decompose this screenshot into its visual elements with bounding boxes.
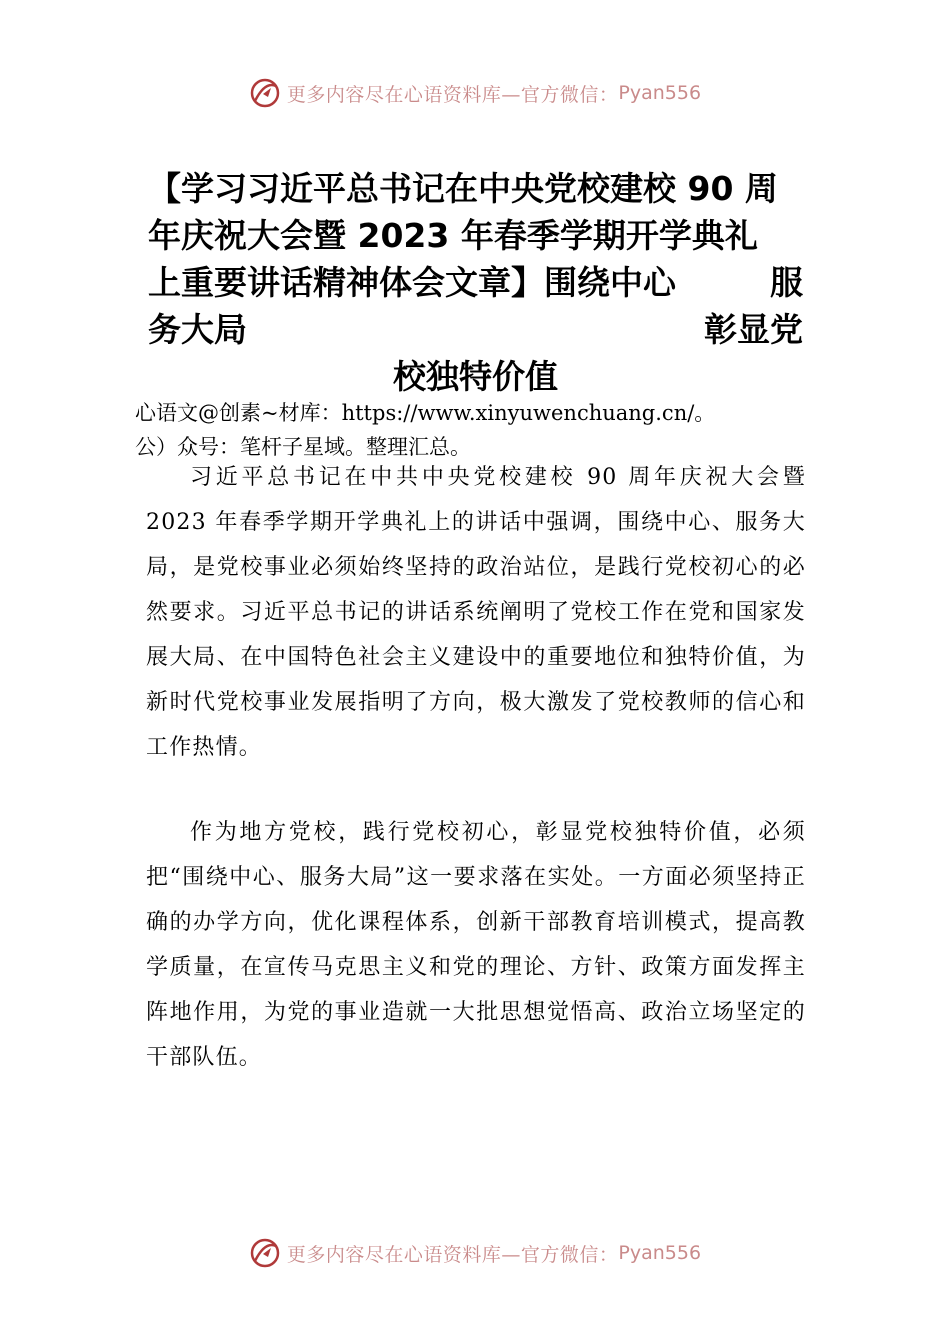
- banner-text: 更多内容尽在心语资料库—官方微信：: [286, 83, 619, 106]
- footer-banner: [0, 1233, 950, 1273]
- title-line-3-left: 上重要讲话精神体会文章】围绕中心: [148, 263, 676, 302]
- source-note: [135, 396, 835, 464]
- title-line-3-right: 服: [770, 263, 803, 302]
- paragraph-2: 作为地方党校，践行党校初心，彰显党校独特价值，必须把“围绕中心、服务大局”这一要求落在实处。一方面必须坚持正确的办学方向，优化课程体系，创新干部教育培训模式，提高教学质量，在宣传马克思主义和党的理论、方针、政策方面发挥主阵地作用，为党的事业造就一大批思想觉悟高、政治立场坚定的干部队伍。: [146, 820, 806, 1070]
- logo-icon: [249, 77, 281, 109]
- logo-icon: [249, 1237, 281, 1269]
- paragraph-1: 习近平总书记在中共中央党校建校 90 周年庆祝大会暨 2023 年春季学期开学典礼上的讲话中强调，围绕中心、服务大局，是党校事业必须始终坚持的政治站位，是践行党校初心的必然要求。习近平总书记的讲话系统阐明了党校工作在党和国家发展大局、在中国特色社会主义建设中的重要地位和独特价值，为新时代党校事业发展指明了方向，极大激发了党校教师的信心和工作热情。: [146, 465, 806, 760]
- title-line-5: 校独特价值: [393, 357, 558, 396]
- banner-wechat: Pyan556: [618, 1242, 702, 1264]
- title-line-4: [148, 306, 803, 353]
- title-line-4-left: 务大局: [148, 310, 247, 349]
- title-line-1: 【学习习近平总书记在中央党校建校 90 周: [148, 169, 778, 208]
- title-line-4-right: 彰显党: [704, 310, 803, 349]
- source-line-2: 公）众号：笔杆子星域。整理汇总。: [135, 435, 471, 459]
- source-line-1: 心语文@创素~材库：https://www.xinyuwenchuang.cn/。: [135, 401, 716, 425]
- title-line-2: 年庆祝大会暨 2023 年春季学期开学典礼: [148, 216, 758, 255]
- document-title: [148, 165, 803, 400]
- header-banner: [0, 73, 950, 113]
- banner-text: 更多内容尽在心语资料库—官方微信：: [286, 1243, 619, 1266]
- banner-wechat: Pyan556: [618, 82, 702, 104]
- title-line-3: [148, 259, 803, 306]
